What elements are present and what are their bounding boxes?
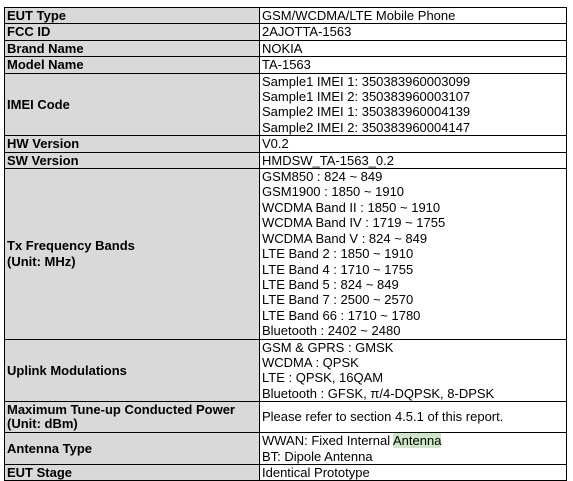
value-line: GSM1900 : 1850 ~ 1910 bbox=[262, 184, 405, 200]
value-line: WCDMA Band IV : 1719 ~ 1755 bbox=[262, 215, 446, 231]
row-value bbox=[260, 402, 567, 433]
value-line bbox=[262, 433, 564, 448]
value-line: TA-1563 bbox=[262, 57, 311, 73]
row-label: FCC ID bbox=[5, 24, 260, 40]
value-line: Please refer to section 4.5.1 of this report. bbox=[262, 409, 504, 425]
row-label: SW Version bbox=[5, 152, 260, 168]
row-value bbox=[260, 136, 567, 152]
row-label: Brand Name bbox=[5, 40, 260, 56]
row-value bbox=[260, 73, 567, 136]
value-line: WCDMA Band V : 824 ~ 849 bbox=[262, 230, 428, 246]
table-row bbox=[5, 433, 567, 465]
value-line: NOKIA bbox=[262, 40, 303, 56]
value-line: LTE Band 66 : 1710 ~ 1780 bbox=[262, 307, 421, 323]
value-line: LTE Band 7 : 2500 ~ 2570 bbox=[262, 292, 414, 308]
row-label: IMEI Code bbox=[5, 73, 260, 136]
table-row bbox=[5, 57, 567, 73]
value-line: Sample1 IMEI 2: 350383960003107 bbox=[262, 89, 471, 105]
row-label: Model Name bbox=[5, 57, 260, 73]
row-value bbox=[260, 464, 567, 480]
table-row bbox=[5, 169, 567, 339]
value-line: 2AJOTTA-1563 bbox=[262, 24, 352, 40]
label-line: Tx Frequency Bands bbox=[7, 238, 135, 254]
label-line: Maximum Tune-up Conducted Power bbox=[7, 402, 235, 418]
row-label bbox=[5, 402, 260, 433]
value-line: V0.2 bbox=[262, 136, 289, 152]
table-row bbox=[5, 402, 567, 433]
row-label: HW Version bbox=[5, 136, 260, 152]
row-value bbox=[260, 169, 567, 339]
row-label: EUT Stage bbox=[5, 464, 260, 480]
spec-table-container bbox=[4, 7, 567, 481]
search-highlight: Antenna bbox=[393, 433, 442, 449]
table-row bbox=[5, 339, 567, 402]
value-line: GSM & GPRS : GMSK bbox=[262, 339, 394, 355]
row-value bbox=[260, 152, 567, 168]
row-value bbox=[260, 57, 567, 73]
label-line: (Unit: MHz) bbox=[7, 253, 76, 269]
table-row bbox=[5, 464, 567, 480]
value-line: BT: Dipole Antenna bbox=[262, 448, 373, 464]
value-line: LTE : QPSK, 16QAM bbox=[262, 370, 384, 386]
value-line: HMDSW_TA-1563_0.2 bbox=[262, 152, 394, 168]
antenna-prefix: WWAN: Fixed Internal bbox=[262, 433, 393, 449]
value-line: WCDMA : QPSK bbox=[262, 354, 359, 370]
table-row bbox=[5, 8, 567, 24]
label-line: (Unit: dBm) bbox=[7, 416, 78, 432]
row-value bbox=[260, 433, 567, 465]
row-label: EUT Type bbox=[5, 8, 260, 24]
table-row bbox=[5, 24, 567, 40]
eut-spec-table bbox=[4, 7, 567, 481]
row-value bbox=[260, 24, 567, 40]
value-line: Bluetooth : 2402 ~ 2480 bbox=[262, 323, 401, 339]
row-label: Uplink Modulations bbox=[5, 339, 260, 402]
value-line: GSM850 : 824 ~ 849 bbox=[262, 169, 383, 185]
value-line: GSM/WCDMA/LTE Mobile Phone bbox=[262, 8, 456, 23]
table-row bbox=[5, 152, 567, 168]
value-line: LTE Band 5 : 824 ~ 849 bbox=[262, 276, 399, 292]
table-row bbox=[5, 73, 567, 136]
row-label bbox=[5, 169, 260, 339]
value-line: Sample2 IMEI 1: 350383960004139 bbox=[262, 104, 471, 120]
value-line: LTE Band 4 : 1710 ~ 1755 bbox=[262, 261, 414, 277]
row-label: Antenna Type bbox=[5, 433, 260, 465]
row-value bbox=[260, 8, 567, 24]
value-line: Identical Prototype bbox=[262, 464, 370, 480]
value-line: WCDMA Band II : 1850 ~ 1910 bbox=[262, 199, 441, 215]
row-value bbox=[260, 40, 567, 56]
row-value bbox=[260, 339, 567, 402]
value-line: Sample1 IMEI 1: 350383960003099 bbox=[262, 73, 471, 89]
value-line: Bluetooth : GFSK, π/4-DQPSK, 8-DPSK bbox=[262, 385, 495, 401]
table-row bbox=[5, 136, 567, 152]
value-line: LTE Band 2 : 1850 ~ 1910 bbox=[262, 246, 414, 262]
value-line: Sample2 IMEI 2: 350383960004147 bbox=[262, 119, 471, 135]
table-row bbox=[5, 40, 567, 56]
